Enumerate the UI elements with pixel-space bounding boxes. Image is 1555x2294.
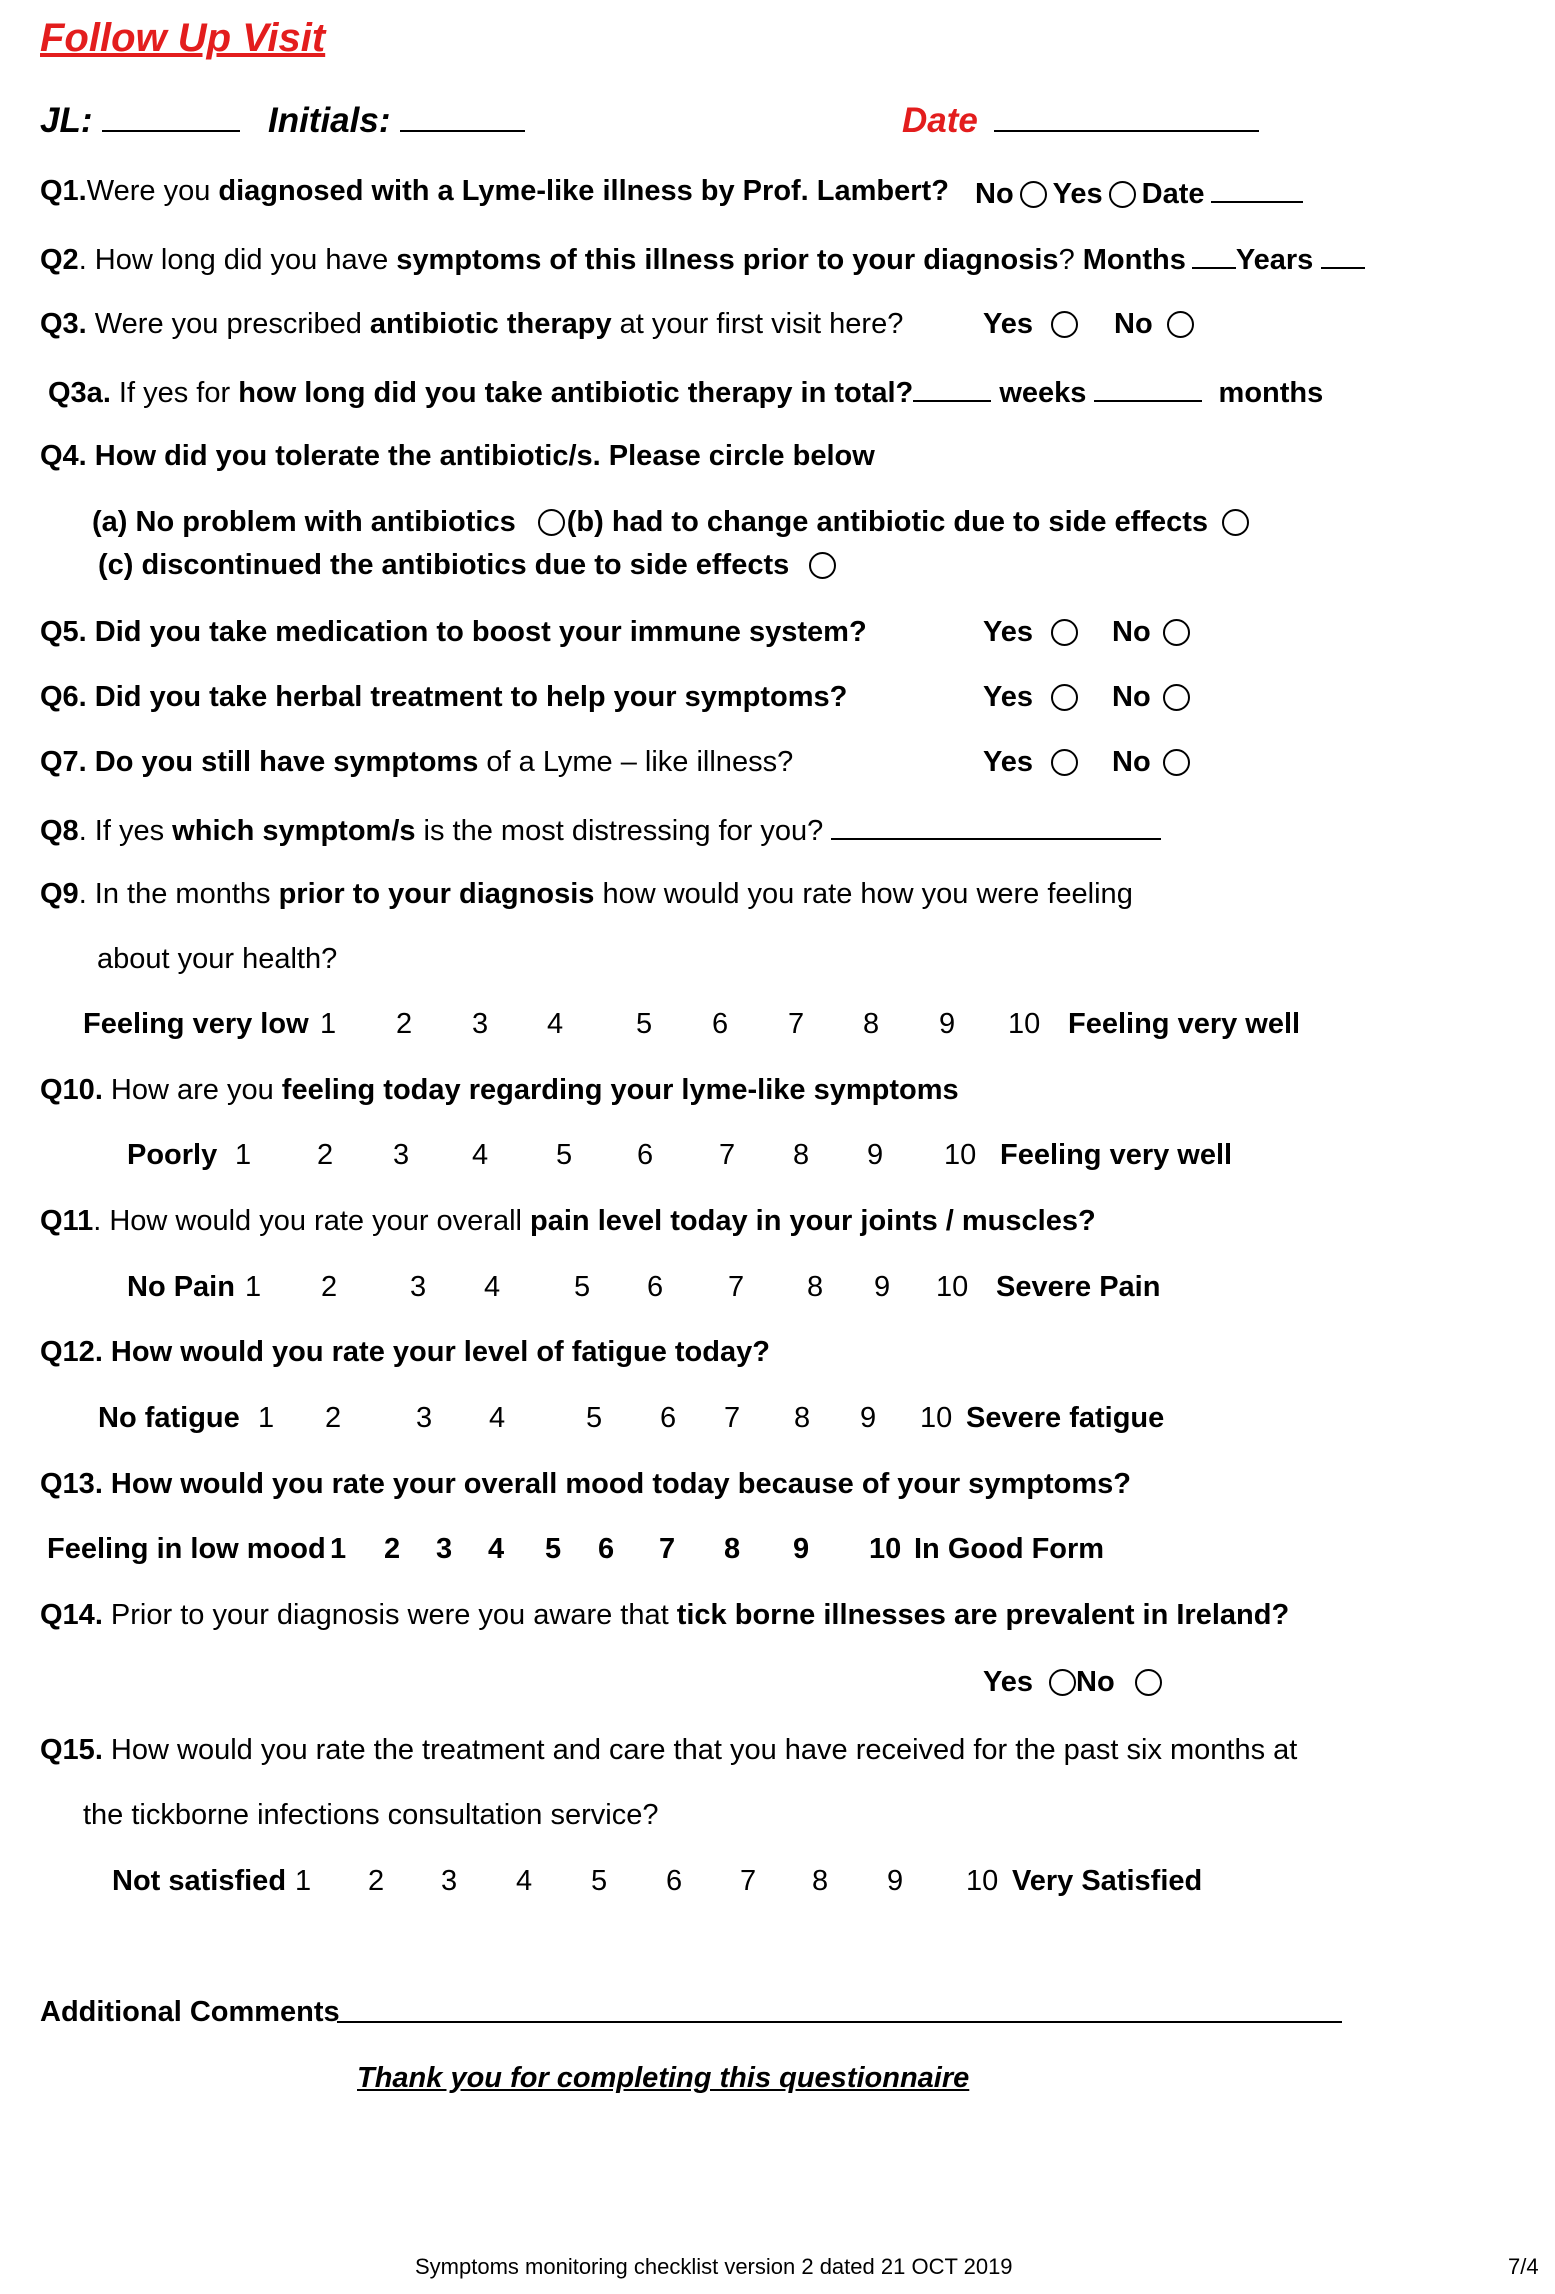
q10-scale-option-5[interactable]: 5	[556, 1139, 573, 1171]
q9-scale-low-label: Feeling very low	[83, 1008, 309, 1040]
q8-number: Q8	[40, 815, 79, 847]
q13-scale-option-6[interactable]: 6	[598, 1533, 615, 1565]
date-header	[902, 103, 1259, 138]
q9-scale-option-3[interactable]: 3	[472, 1008, 489, 1040]
q2-text: . How long did you have	[78, 244, 397, 276]
q3a-bold: how long did you take antibiotic therapy in total?	[238, 377, 914, 409]
q13-scale-option-10[interactable]: 10	[869, 1533, 902, 1565]
q14	[40, 1601, 1289, 1630]
q9-scale-option-5[interactable]: 5	[636, 1008, 653, 1040]
q5-yes-radio[interactable]	[1051, 619, 1078, 646]
q9-number: Q9	[40, 878, 79, 910]
q2-years-field[interactable]	[1321, 243, 1365, 269]
q7-yes-label: Yes	[983, 746, 1033, 778]
q5-no-radio[interactable]	[1163, 619, 1190, 646]
q13-scale-option-2[interactable]: 2	[384, 1533, 401, 1565]
q11-scale-option-2[interactable]: 2	[321, 1271, 338, 1303]
q3a-weeks-field[interactable]	[913, 376, 991, 402]
q15-scale	[112, 1867, 1412, 1899]
q15-scale-low-label: Not satisfied	[112, 1865, 287, 1897]
q4-option-a-row	[92, 508, 1255, 537]
q7-no-label: No	[1112, 746, 1151, 778]
page-number: 7/4	[1508, 2254, 1539, 2279]
q5-question: Q5. Did you take medication to boost your immune system?	[40, 616, 867, 648]
q15-line2: the tickborne infections consultation service?	[83, 1799, 659, 1831]
q3-options	[983, 310, 1200, 339]
q4-question: Q4. How did you tolerate the antibiotic/s. Please circle below	[40, 440, 875, 472]
q5-yes-label: Yes	[983, 616, 1033, 648]
q10-number: Q10.	[40, 1074, 103, 1106]
q3-bold: antibiotic therapy	[369, 308, 612, 340]
q7-bold: Q7. Do you still have symptoms	[40, 746, 479, 778]
q12-scale-option-8[interactable]: 8	[794, 1402, 811, 1434]
thanks-note: Thank you for completing this questionnaire	[357, 2062, 970, 2094]
q8-answer-field[interactable]	[831, 814, 1161, 840]
initials-field[interactable]	[400, 106, 525, 132]
q15-number: Q15.	[40, 1734, 103, 1766]
q11-text: . How would you rate your overall	[93, 1205, 531, 1237]
q1-date-label: Date	[1141, 178, 1205, 210]
jl-field[interactable]	[102, 106, 240, 132]
q11-scale-option-4[interactable]: 4	[484, 1271, 501, 1303]
q13-scale-option-7[interactable]: 7	[659, 1533, 676, 1565]
q5-options	[983, 618, 1196, 647]
q14-yes-label: Yes	[983, 1666, 1033, 1698]
q2-number: Q2	[40, 244, 79, 276]
q13-scale-option-3[interactable]: 3	[436, 1533, 453, 1565]
q9-scale-option-4[interactable]: 4	[547, 1008, 564, 1040]
q1-yes-radio[interactable]	[1109, 181, 1136, 208]
q6-yes-radio[interactable]	[1051, 684, 1078, 711]
q1-no-label: No	[975, 178, 1014, 210]
q9-post: how would you rate how you were feeling	[594, 878, 1133, 910]
q1-number: Q1.	[40, 175, 87, 207]
q2-months-field[interactable]	[1192, 243, 1236, 269]
q12-scale-option-9[interactable]: 9	[860, 1402, 877, 1434]
q15-scale-option-3[interactable]: 3	[441, 1865, 458, 1897]
q15-scale-option-5[interactable]: 5	[591, 1865, 608, 1897]
q12-scale-option-7[interactable]: 7	[724, 1402, 741, 1434]
q2-post: ?	[1058, 244, 1075, 276]
q3a	[48, 376, 1323, 408]
q12-scale-option-3[interactable]: 3	[416, 1402, 433, 1434]
q14-options	[983, 1668, 1168, 1697]
q3a-months-field[interactable]	[1094, 376, 1202, 402]
q15-scale-high-label: Very Satisfied	[1012, 1865, 1203, 1897]
q10-scale-option-9[interactable]: 9	[867, 1139, 884, 1171]
q10-scale-option-3[interactable]: 3	[393, 1139, 410, 1171]
q3	[40, 310, 903, 339]
q13-scale	[47, 1535, 1347, 1567]
q11	[40, 1207, 1096, 1236]
q14-text: Prior to your diagnosis were you aware that	[102, 1599, 677, 1631]
q1-date-field[interactable]	[1211, 177, 1303, 203]
q9-scale	[83, 1008, 1301, 1042]
q5-no-label: No	[1112, 616, 1151, 648]
footer-version: Symptoms monitoring checklist version 2 dated 21 OCT 2019	[415, 2254, 1013, 2279]
q4-option-c: (c) discontinued the antibiotics due to side effects	[98, 549, 790, 581]
q6-no-label: No	[1112, 681, 1151, 713]
q4-option-c-row	[98, 551, 842, 580]
q10-bold: feeling today regarding your lyme-like symptoms	[281, 1074, 959, 1106]
q14-no-label: No	[1076, 1666, 1115, 1698]
q1	[40, 177, 949, 206]
q8-text: . If yes	[78, 815, 173, 847]
q12-scale-low-label: No fatigue	[98, 1402, 240, 1434]
q7	[40, 748, 793, 777]
q11-scale-option-6[interactable]: 6	[647, 1271, 664, 1303]
q3a-weeks-label: weeks	[999, 377, 1087, 409]
q1-yes-label: Yes	[1052, 178, 1103, 210]
q3a-text: If yes for	[110, 377, 239, 409]
q9-scale-option-8[interactable]: 8	[863, 1008, 880, 1040]
q6-no-radio[interactable]	[1163, 684, 1190, 711]
q9-line2: about your health?	[97, 943, 338, 975]
date-field[interactable]	[994, 106, 1259, 132]
page-title: Follow Up Visit	[40, 16, 326, 60]
q9-bold: prior to your diagnosis	[278, 878, 595, 910]
q4-option-a: (a) No problem with antibiotics	[92, 506, 516, 538]
q12-scale-option-10[interactable]: 10	[920, 1402, 953, 1434]
q12-scale-option-6[interactable]: 6	[660, 1402, 677, 1434]
date-label: Date	[902, 101, 978, 140]
q2-bold: symptoms of this illness prior to your diagnosis	[396, 244, 1059, 276]
q15	[40, 1736, 1297, 1765]
q3-no-radio[interactable]	[1167, 311, 1194, 338]
q12-question: Q12. How would you rate your level of fatigue today?	[40, 1336, 770, 1368]
q15-scale-option-10[interactable]: 10	[966, 1865, 999, 1897]
q9-scale-option-7[interactable]: 7	[788, 1008, 805, 1040]
q6-question: Q6. Did you take herbal treatment to help your symptoms?	[40, 681, 848, 713]
q7-no-radio[interactable]	[1163, 749, 1190, 776]
q12-scale-option-4[interactable]: 4	[489, 1402, 506, 1434]
q3-text: Were you prescribed	[86, 308, 370, 340]
q4-option-b: (b) had to change antibiotic due to side effects	[566, 506, 1209, 538]
q3a-months-label: months	[1218, 377, 1324, 409]
q3-post: at your first visit here?	[611, 308, 904, 340]
q12-scale-option-5[interactable]: 5	[586, 1402, 603, 1434]
q4-a-radio[interactable]	[538, 509, 565, 536]
q11-scale-option-8[interactable]: 8	[807, 1271, 824, 1303]
q11-scale-option-3[interactable]: 3	[410, 1271, 427, 1303]
q7-text: of a Lyme – like illness?	[478, 746, 794, 778]
q11-scale-low-label: No Pain	[127, 1271, 235, 1303]
q10-scale-option-8[interactable]: 8	[793, 1139, 810, 1171]
q15-text: How would you rate the treatment and care that you have received for the past six months at	[102, 1734, 1298, 1766]
q15-scale-option-1[interactable]: 1	[295, 1865, 312, 1897]
q11-scale-option-1[interactable]: 1	[245, 1271, 262, 1303]
q9-scale-option-9[interactable]: 9	[939, 1008, 956, 1040]
q3-number: Q3.	[40, 308, 87, 340]
q2-years-label: Years	[1235, 244, 1314, 276]
q2	[40, 243, 1365, 275]
q13-scale-high-label: In Good Form	[914, 1533, 1105, 1565]
q12-scale-option-2[interactable]: 2	[325, 1402, 342, 1434]
q10-scale-option-2[interactable]: 2	[317, 1139, 334, 1171]
q6-yes-label: Yes	[983, 681, 1033, 713]
q12-scale-option-1[interactable]: 1	[258, 1402, 275, 1434]
q9-scale-option-2[interactable]: 2	[396, 1008, 413, 1040]
q1-text: Were you	[86, 175, 219, 207]
q11-scale-high-label: Severe Pain	[996, 1271, 1161, 1303]
q13-question: Q13. How would you rate your overall mood today because of your symptoms?	[40, 1468, 1131, 1500]
jl-label: JL:	[40, 101, 93, 140]
q6-options	[983, 683, 1196, 712]
q10-scale-low-label: Poorly	[127, 1139, 218, 1171]
q13-scale-option-9[interactable]: 9	[793, 1533, 810, 1565]
initials-label: Initials:	[267, 101, 391, 140]
q14-no-radio[interactable]	[1135, 1669, 1162, 1696]
q4-b-radio[interactable]	[1222, 509, 1249, 536]
q15-scale-option-7[interactable]: 7	[740, 1865, 757, 1897]
q15-scale-option-8[interactable]: 8	[812, 1865, 829, 1897]
q9-scale-option-1[interactable]: 1	[320, 1008, 337, 1040]
q1-no-radio[interactable]	[1020, 181, 1047, 208]
q8-post: is the most distressing for you?	[415, 815, 824, 847]
q13-scale-option-8[interactable]: 8	[724, 1533, 741, 1565]
comments-field[interactable]	[337, 2021, 1342, 2023]
q7-yes-radio[interactable]	[1051, 749, 1078, 776]
q10-scale	[127, 1141, 1327, 1173]
q4-c-radio[interactable]	[809, 552, 836, 579]
q10-scale-option-10[interactable]: 10	[944, 1139, 977, 1171]
q11-scale	[127, 1273, 1327, 1305]
q14-yes-radio[interactable]	[1049, 1669, 1076, 1696]
q12-scale	[98, 1404, 1298, 1436]
q3-yes-radio[interactable]	[1051, 311, 1078, 338]
comments-label: Additional Comments	[40, 1996, 340, 2028]
q7-options	[983, 748, 1196, 777]
q11-number: Q11	[40, 1205, 94, 1237]
q9-scale-option-6[interactable]: 6	[712, 1008, 729, 1040]
q11-scale-option-10[interactable]: 10	[936, 1271, 969, 1303]
q15-scale-option-4[interactable]: 4	[516, 1865, 533, 1897]
q13-scale-low-label: Feeling in low mood	[47, 1533, 326, 1565]
q10-scale-option-1[interactable]: 1	[235, 1139, 252, 1171]
header-row	[40, 103, 525, 138]
q8	[40, 814, 1161, 846]
q13-scale-option-1[interactable]: 1	[330, 1533, 347, 1565]
q11-scale-option-9[interactable]: 9	[874, 1271, 891, 1303]
q10-scale-option-6[interactable]: 6	[637, 1139, 654, 1171]
q11-bold: pain level today in your joints / muscles?	[530, 1205, 1096, 1237]
q15-scale-option-6[interactable]: 6	[666, 1865, 683, 1897]
q14-number: Q14.	[40, 1599, 103, 1631]
q14-bold: tick borne illnesses are prevalent in Ireland?	[676, 1599, 1290, 1631]
q10-scale-option-4[interactable]: 4	[472, 1139, 489, 1171]
q3-yes-label: Yes	[983, 308, 1033, 340]
q9-text: . In the months	[78, 878, 279, 910]
q10-scale-high-label: Feeling very well	[1000, 1139, 1233, 1171]
q10-scale-option-7[interactable]: 7	[719, 1139, 736, 1171]
q9	[40, 880, 1133, 909]
q11-scale-option-5[interactable]: 5	[574, 1271, 591, 1303]
q3-no-label: No	[1114, 308, 1153, 340]
q9-scale-option-10[interactable]: 10	[1008, 1008, 1041, 1040]
q10	[40, 1076, 959, 1105]
q1-options	[975, 177, 1303, 209]
q2-months-label: Months	[1082, 244, 1186, 276]
q8-bold: which symptom/s	[172, 815, 416, 847]
q12-scale-high-label: Severe fatigue	[966, 1402, 1165, 1434]
q15-scale-option-9[interactable]: 9	[887, 1865, 904, 1897]
q10-text: How are you	[102, 1074, 282, 1106]
q11-scale-option-7[interactable]: 7	[728, 1271, 745, 1303]
q13-scale-option-4[interactable]: 4	[488, 1533, 505, 1565]
q1-bold: diagnosed with a Lyme-like illness by Prof. Lambert?	[218, 175, 949, 207]
q15-scale-option-2[interactable]: 2	[368, 1865, 385, 1897]
q9-scale-high-label: Feeling very well	[1068, 1008, 1301, 1040]
q3a-number: Q3a.	[48, 377, 111, 409]
q13-scale-option-5[interactable]: 5	[545, 1533, 562, 1565]
